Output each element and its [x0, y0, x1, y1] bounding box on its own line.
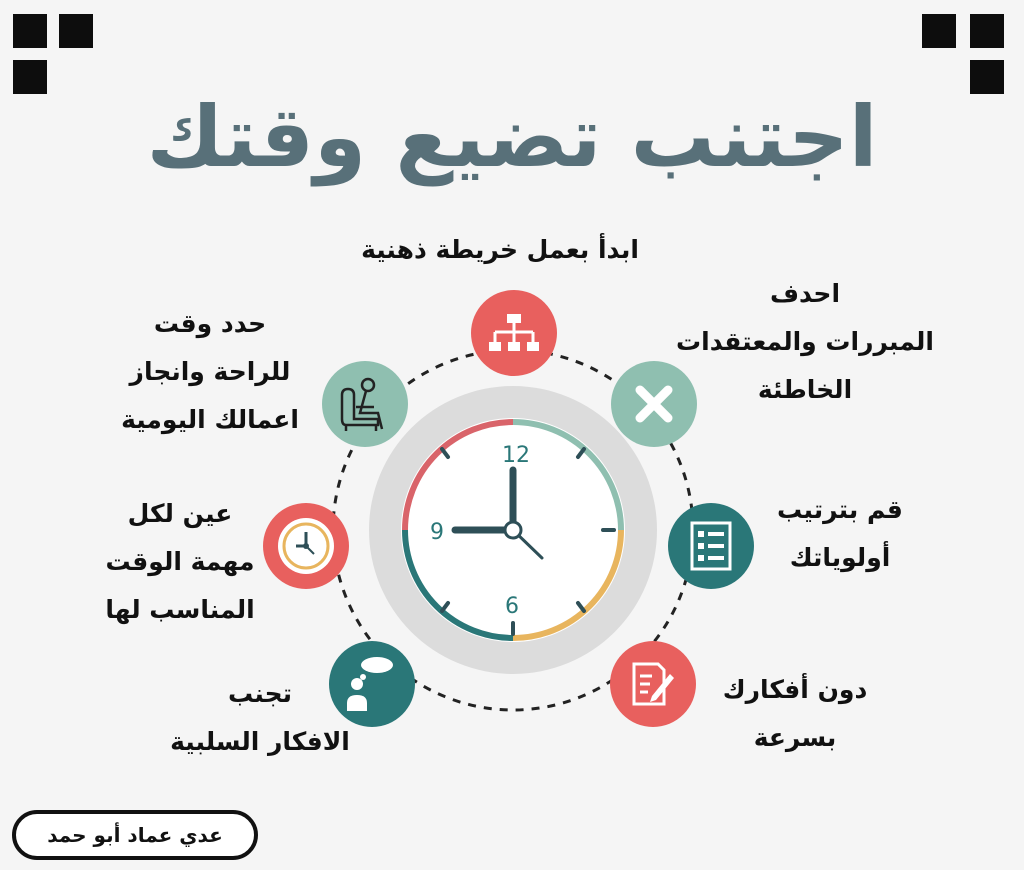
clock-numeral-6: 6 — [505, 594, 519, 619]
armchair-person-icon — [338, 375, 392, 433]
clock-center — [505, 522, 521, 538]
clock-numeral-9: 9 — [430, 520, 444, 545]
hierarchy-icon — [488, 313, 540, 353]
tip-delete-excuses-line: المبررات والمعتقدات — [676, 327, 934, 356]
tip-delete-excuses-line: الخاطئة — [757, 375, 853, 404]
tip-task-time-line: عين لكل — [127, 499, 233, 528]
tip-task-time — [70, 490, 290, 634]
checklist-icon — [690, 521, 732, 571]
tip-delete-excuses-line: احدف — [769, 279, 841, 308]
page-title: اجتنب تضيع وقتك — [146, 88, 878, 186]
tip-task-time-line: مهمة الوقت — [105, 547, 255, 576]
clock-numeral-12: 12 — [502, 443, 530, 468]
tip-write-ideas — [700, 666, 890, 762]
write-ideas-icon-circle — [610, 641, 696, 727]
tip-priorities-line: أولوياتك — [789, 543, 891, 572]
tip-rest-time-line: حدد وقت — [153, 309, 267, 338]
rest-time-icon-circle — [322, 361, 408, 447]
tip-priorities-line: قم بترتيب — [777, 495, 903, 524]
tip-delete-excuses — [660, 270, 950, 414]
tip-priorities — [750, 486, 930, 582]
tip-task-time-line: المناسب لها — [105, 595, 255, 624]
tip-rest-time — [100, 300, 320, 444]
tip-mind-map-line: ابدأ بعمل خريطة ذهنية — [361, 235, 639, 264]
tip-negative-thoughts-line: الافكار السلبية — [170, 727, 350, 756]
tip-rest-time-line: للراحة وانجاز — [129, 357, 291, 386]
tip-write-ideas-line: بسرعة — [753, 723, 837, 752]
tip-mind-map — [340, 226, 660, 274]
tip-negative-thoughts — [150, 670, 370, 766]
tip-write-ideas-line: دون أفكارك — [722, 675, 868, 704]
mind-map-icon-circle — [471, 290, 557, 376]
priorities-icon-circle — [668, 503, 754, 589]
note-pen-icon — [630, 660, 676, 708]
tip-negative-thoughts-line: تجنب — [227, 679, 293, 708]
author-credit: عدي عماد أبو حمد — [12, 810, 258, 860]
tip-rest-time-line: اعمالك اليومية — [121, 405, 299, 434]
